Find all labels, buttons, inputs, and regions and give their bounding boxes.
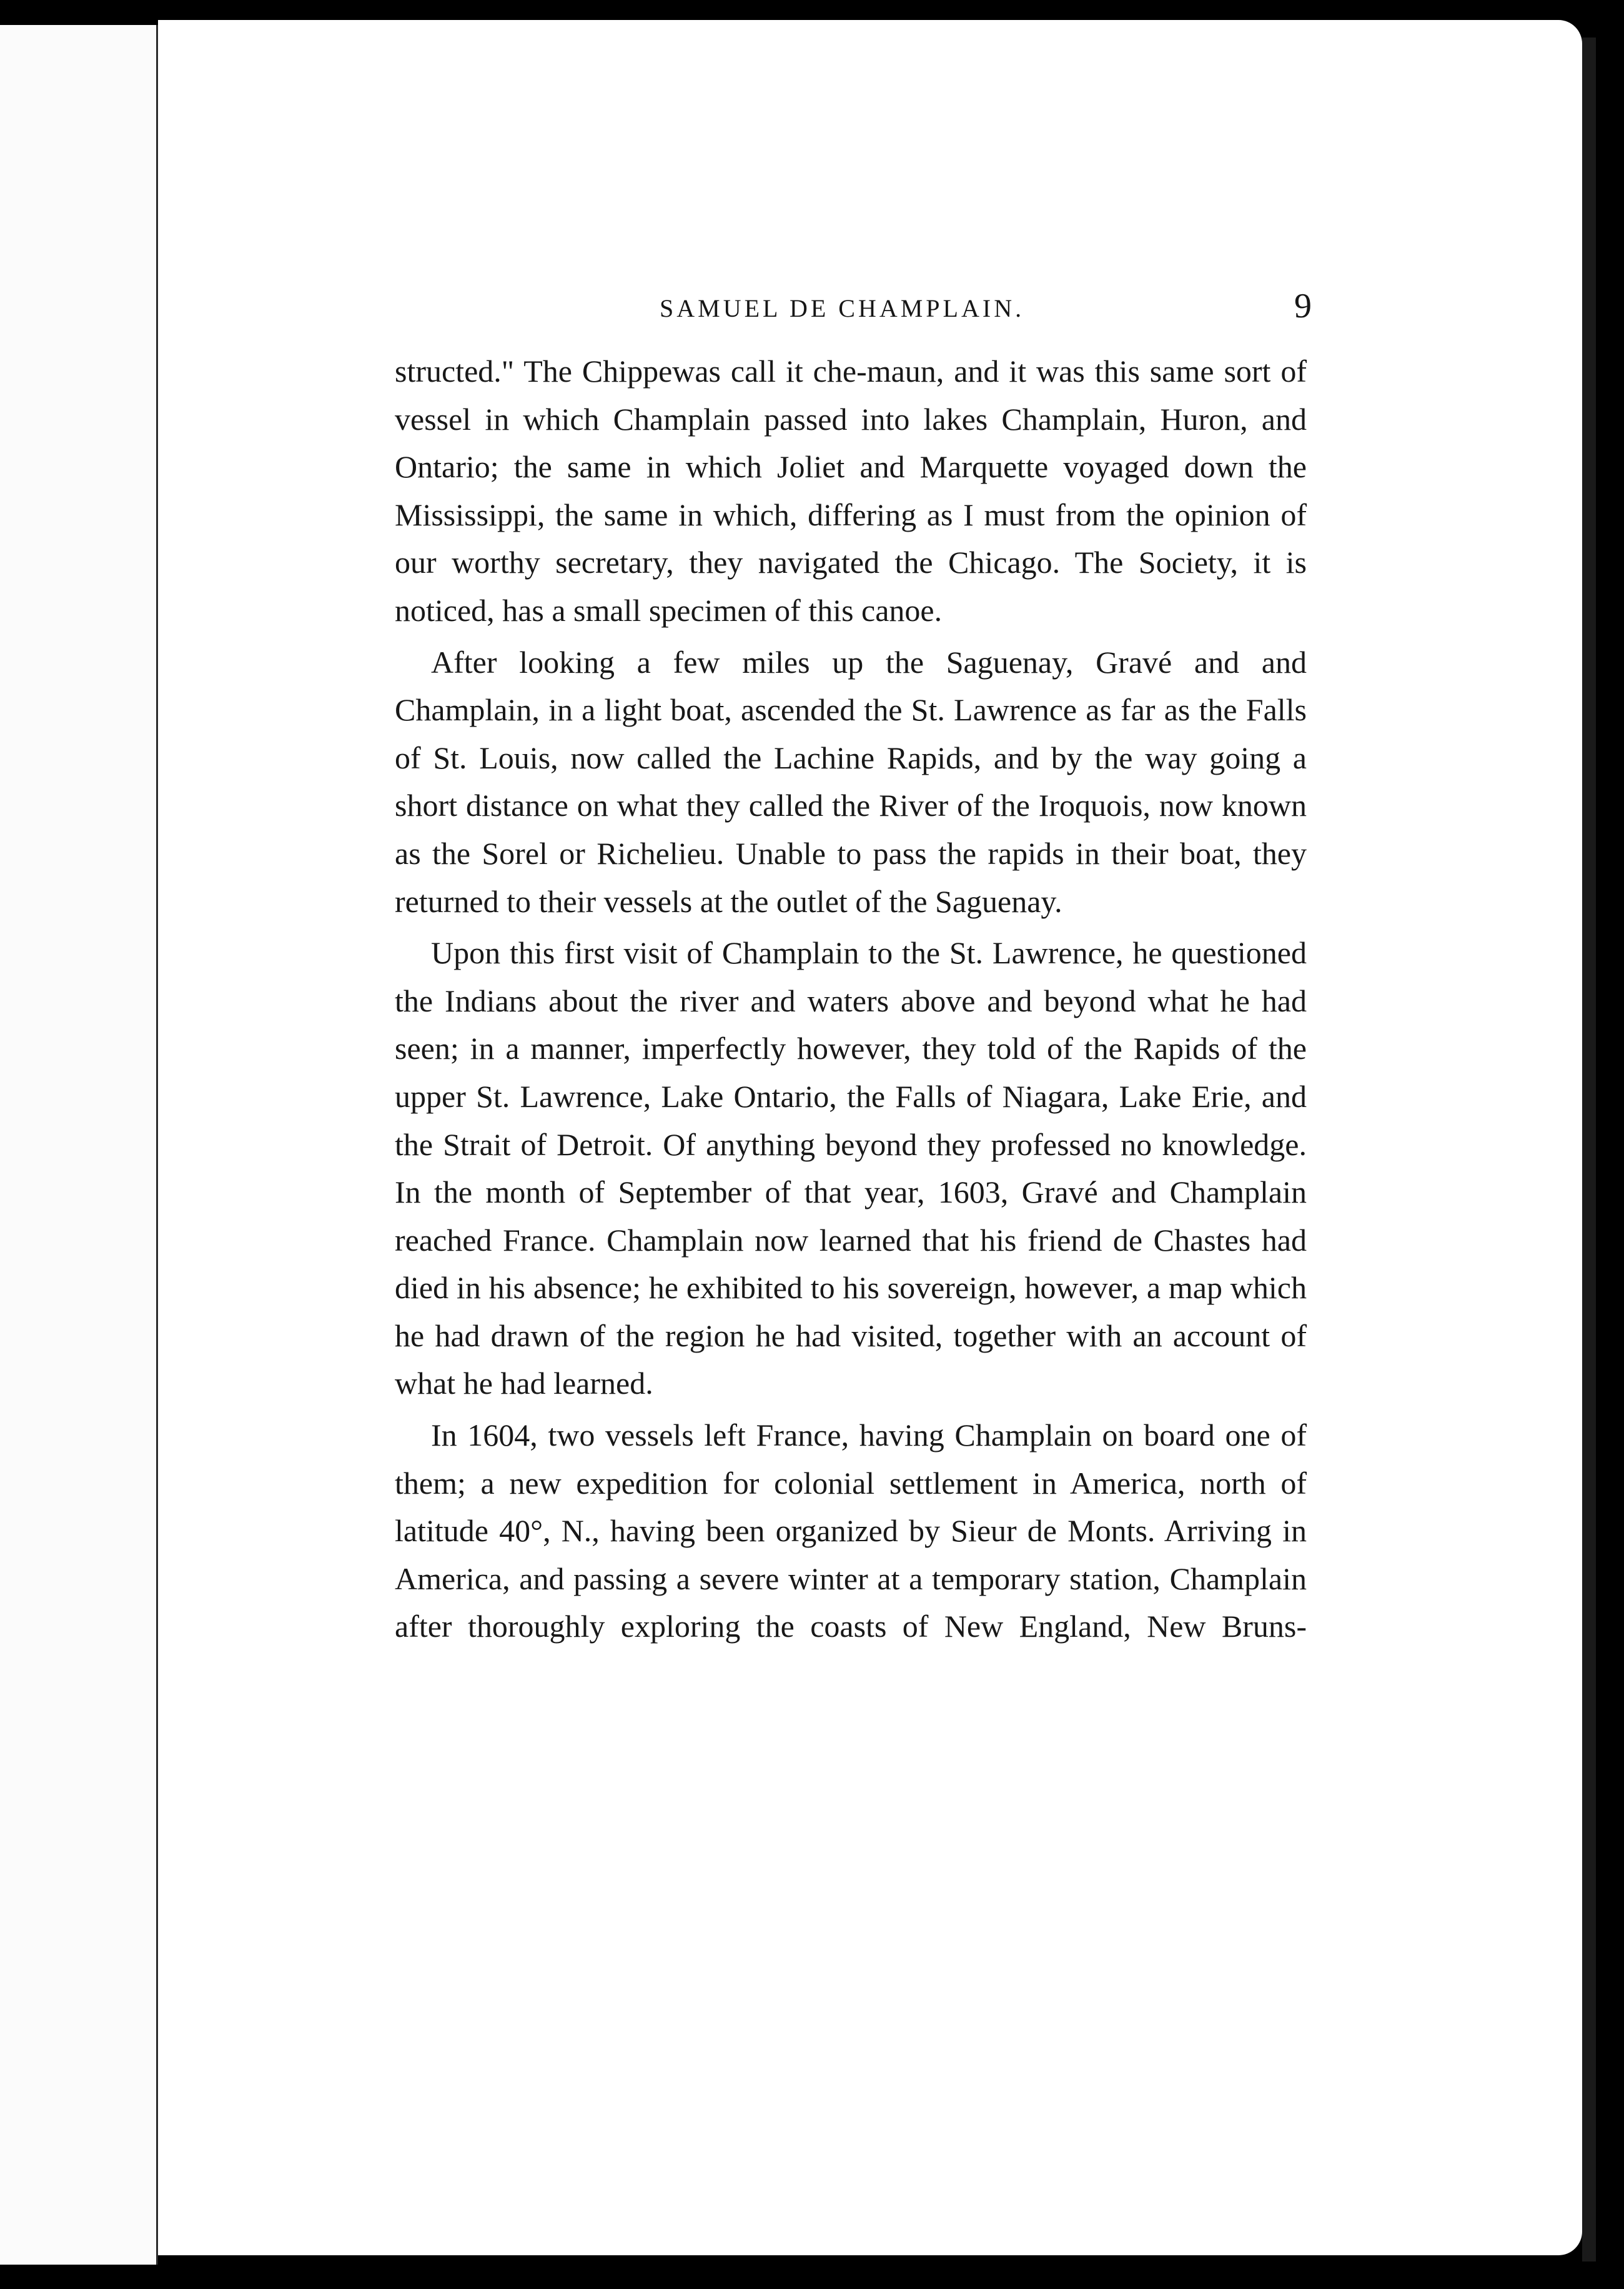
facing-page-edge [0,25,158,2265]
paragraph-1: structed." The Chippewas call it che-maun, and it was this same sort of vessel in which Champlain passed into lakes Champlain, Huron, and Ontario; the same in which Joliet and Marquette voyaged down the Mississippi, the same in which, differing as I must from the opinion of our worthy secretary, they navigated the Chicago. The Society, it is noticed, has a small specimen of this canoe. [395,354,1307,628]
paragraph-2: After looking a few miles up the Saguenay, Gravé and and Champlain, in a light boat, ascended the St. Lawrence as far as the Falls of St. Louis, now called the Lachine Rapids, and by the way going a short distance on what they called the River of the Iroquois, now known as the Sorel or Richelieu. Unable to pass the rapids in their boat, they returned to their vessels at the outlet of the Saguenay. [395,644,1307,919]
paragraph-4: In 1604, two vessels left France, having Champlain on board one of them; a new expedition for colonial settlement in America, north of latitude 40°, N., having been organized by Sieur de Monts. Arriving in America, and passing a severe winter at a temporary station, Champlain after thoroughly exploring the coasts of New England, New Bruns- [395,1418,1307,1644]
body-text [395,347,1307,1654]
paragraph-3: Upon this first visit of Champlain to the St. Lawrence, he questioned the Indians about the river and waters above and beyond what he had seen; in a manner, imperfectly however, they told of the Rapids of the upper St. Lawrence, Lake Ontario, the Falls of Niagara, Lake Erie, and the Strait of Detroit. Of anything beyond they professed no knowledge. In the month of September of that year, 1603, Gravé and Champlain reached France. Champlain now learned that his friend de Chastes had died in his absence; he exhibited to his sovereign, however, a map which he had drawn of the region he had visited, together with an account of what he had learned. [395,935,1307,1401]
page-header [625,287,1312,337]
page-edge-shadow [1582,37,1596,2262]
page-number: 9 [1294,287,1312,325]
running-head: SAMUEL DE CHAMPLAIN. [660,294,1025,322]
